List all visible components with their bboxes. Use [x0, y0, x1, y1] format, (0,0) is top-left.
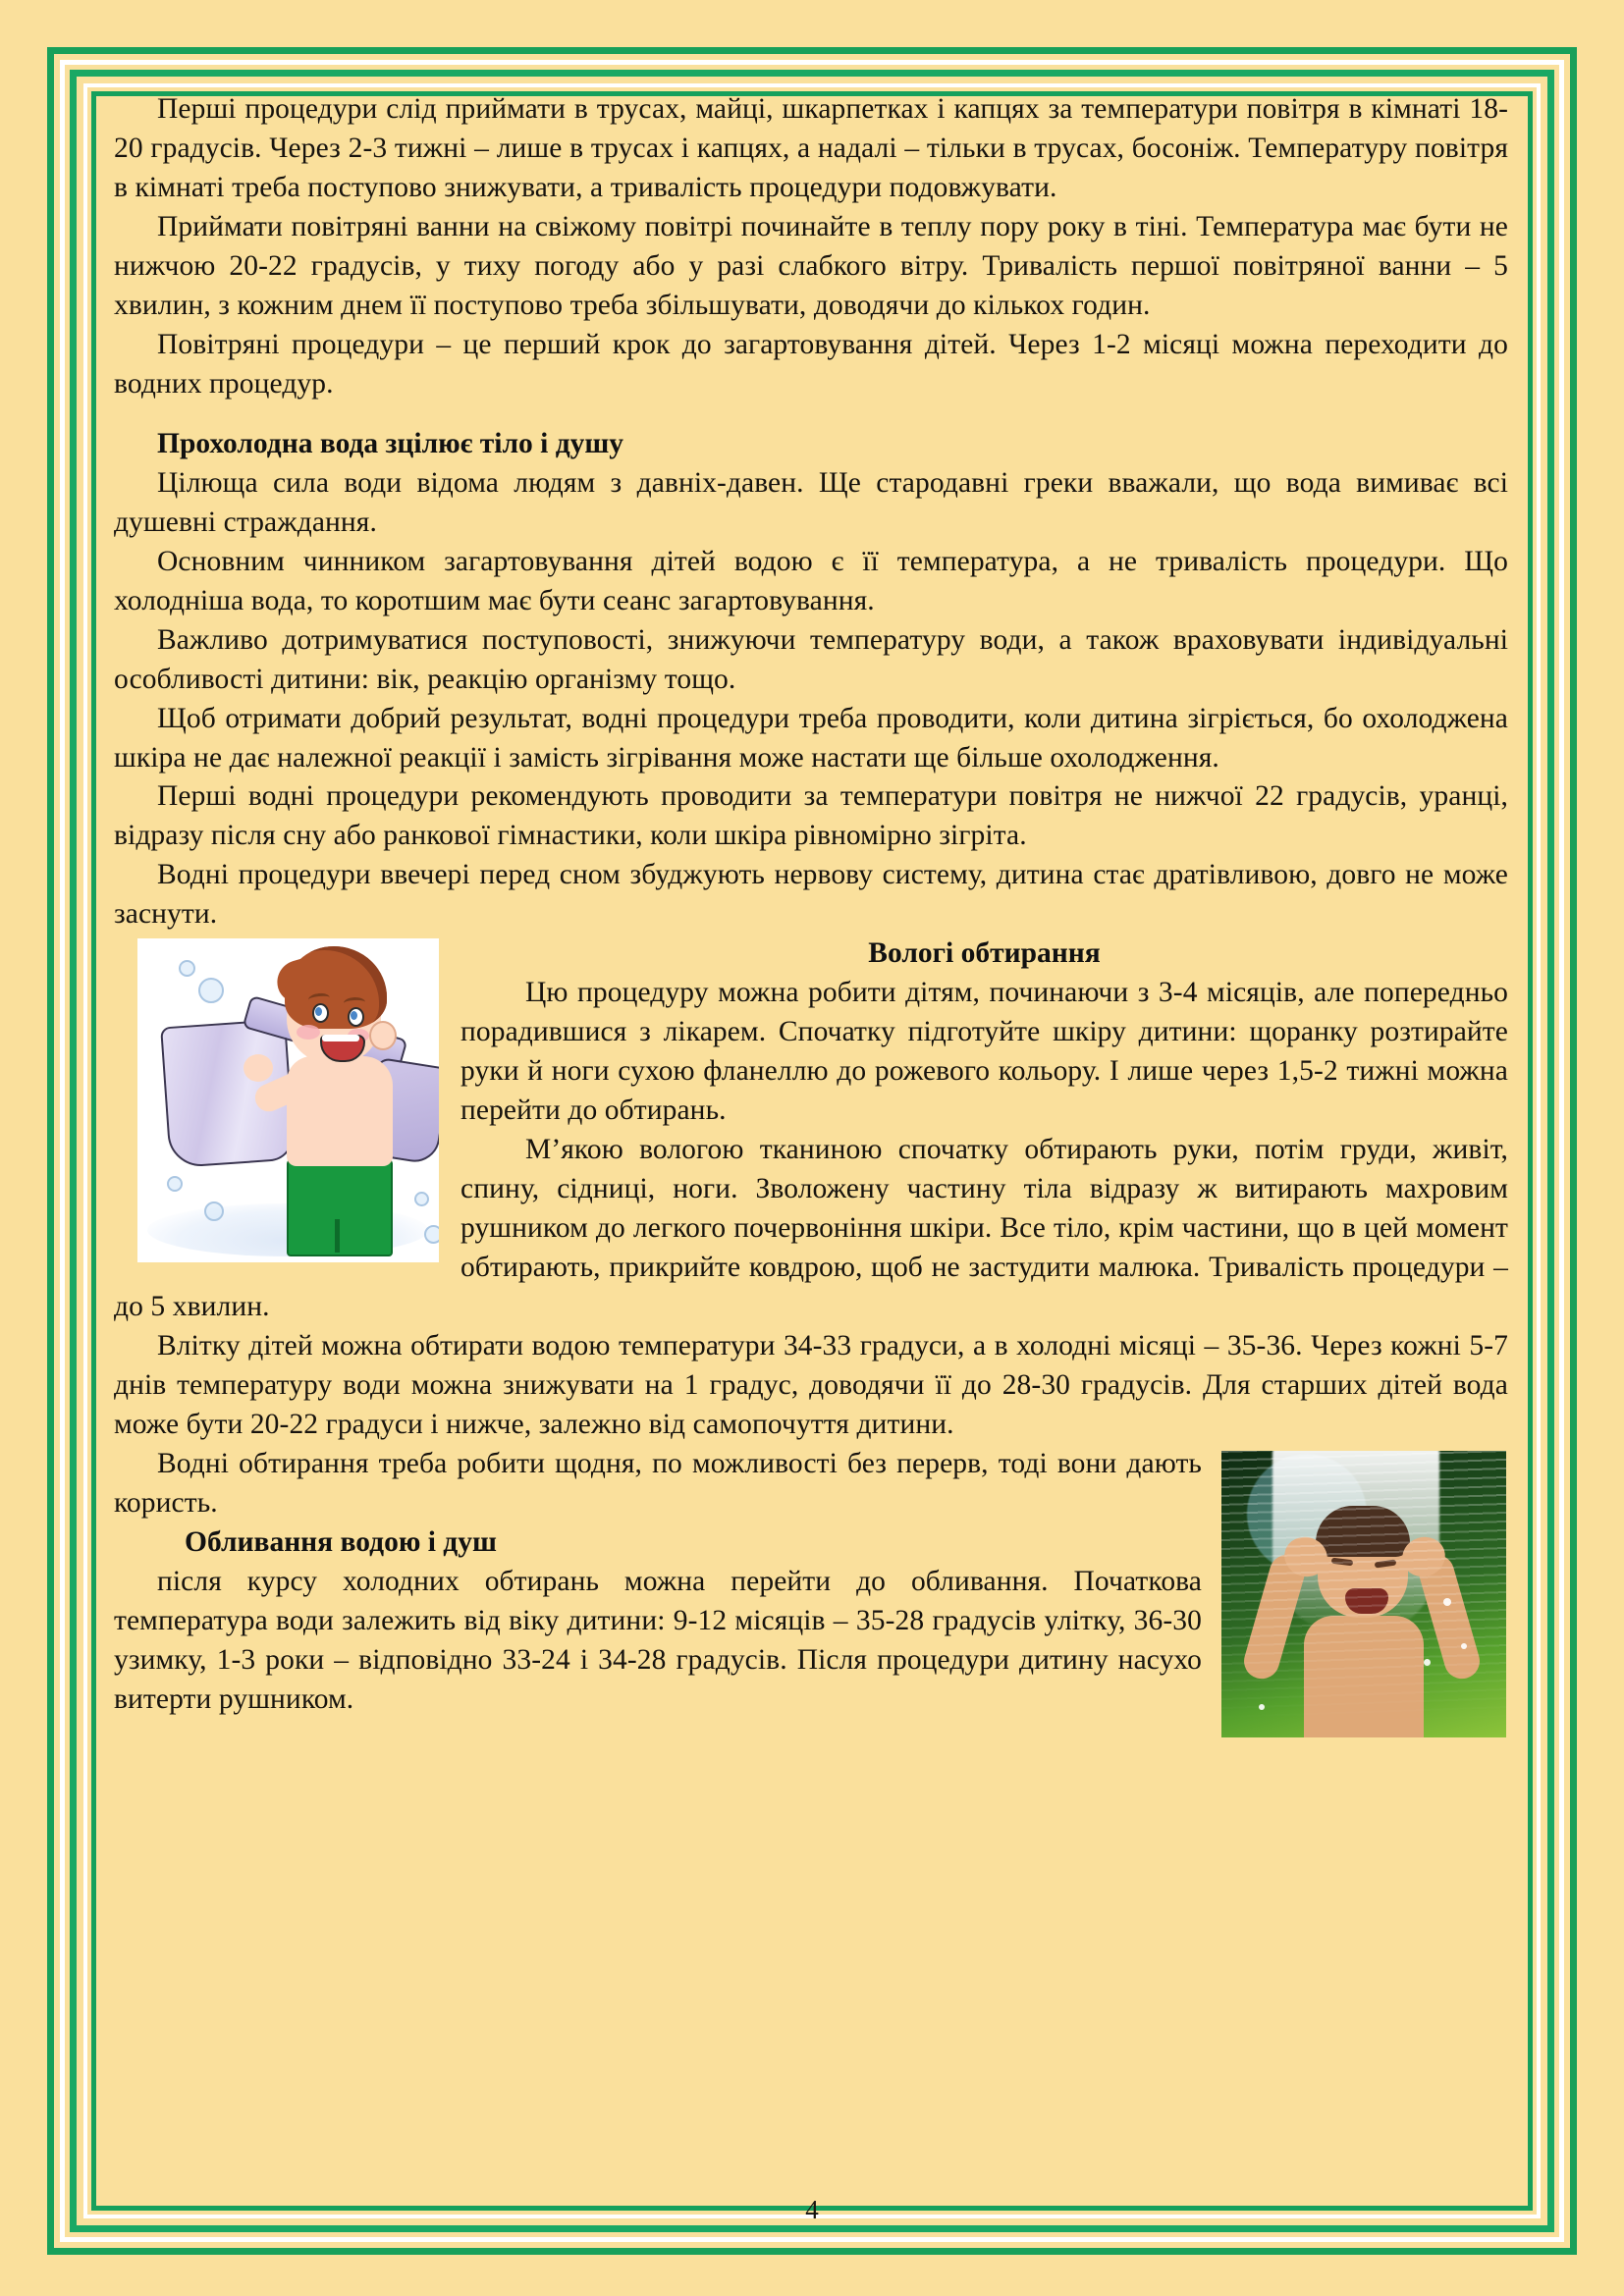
paragraph-13: Водні обтирання треба робити щодня, по можливості без перерв, тоді вони дають користь.	[114, 1447, 1202, 1519]
water-drop-shape	[1443, 1598, 1451, 1606]
water-drop-shape	[1461, 1643, 1467, 1649]
bubble-icon	[424, 1225, 439, 1244]
teeth-shape	[322, 1035, 359, 1041]
paragraph-3: Повітряні процедури – це перший крок до загартовування дітей. Через 1-2 місяці можна переходити до водних процедур.	[114, 328, 1508, 400]
paragraph-5: Основним чинником загартовування дітей водою є її температура, а не тривалість процедури. Що холодніша вода, то коротшим має бути сеанс загартовування.	[114, 545, 1508, 616]
paragraph-7: Щоб отримати добрий результат, водні процедури треба проводити, коли дитина зігріється, бо охолоджена шкіра не дає належної реакції і замість зігрівання може настати ще більше охолодження.	[114, 702, 1508, 774]
paragraph-11: М’якою вологою тканиною спочатку обтирають руки, потім груди, живіт, спину, сідниці, ноги. Зволожену частину тіла відразу ж витирають махровим рушником до легкого почервоніння шкіри. Все тіло, крім частини, що в цей момент обтирають, прикрийте ковдрою, щоб не застудити малюка. Тривалість процедури – до 5 хвилин.	[114, 1134, 1508, 1323]
paragraph-4: Цілюща сила води відома людям з давніх-давен. Ще стародавні греки вважали, що вода вимиває всі душевні страждання.	[114, 466, 1508, 538]
photo-boy-under-shower	[1221, 1451, 1506, 1737]
paragraph-2: Приймати повітряні ванни на свіжому повітрі починайте в теплу пору року в тіні. Температура має бути не нижчою 20-22 градусів, у тиху погоду або у разі слабкого вітру. Тривалість першої повітряної ванни – 5 хвилин, з кожним днем її поступово треба збільшувати, доводячи до кількох годин.	[114, 210, 1508, 321]
water-drop-shape	[1259, 1704, 1265, 1710]
illustration-boy-with-towel	[137, 938, 439, 1262]
water-spray-overlay	[1221, 1451, 1506, 1737]
paragraph-14: після курсу холодних обтирань можна перейти до обливання. Початкова температура води залежить від віку дитини: 9-12 місяців – 35-28 градусів улітку, 36-30 узимку, 1-3 роки – відповідно 33-24 і 34-28 градусів. Після процедури дитину насухо витерти рушником.	[114, 1565, 1202, 1715]
section-heading-cool-water: Прохолодна вода зцілює тіло і душу	[157, 427, 624, 459]
water-drop-shape	[1424, 1659, 1431, 1666]
paragraph-9: Водні процедури ввечері перед сном збуджують нервову систему, дитина стає дратівливою, довго не може заснути.	[114, 859, 1508, 931]
dousing-block	[114, 1445, 1508, 1743]
paragraph-10: Цю процедуру можна робити дітям, починаючи з 3-4 місяців, але попередньо порадившися з лікарем. Спочатку підготуйте шкіру дитини: щоранку розтирайте руки й ноги сухою фланеллю до рожевого кольору. І лише через 1,5-2 тижні можна перейти до обтирань.	[460, 977, 1508, 1127]
section-spacer-1	[114, 404, 1508, 425]
page-number: 4	[805, 2195, 819, 2224]
paragraph-1: Перші процедури слід приймати в трусах, майці, шкарпетках і капцях за температури повітря в кімнаті 18-20 градусів. Через 2-3 тижні – лише в трусах і капцях, а надалі – тільки в трусах, босоніж. Температуру повітря в кімнаті треба поступово знижувати, а тривалість процедури подовжувати.	[114, 93, 1508, 203]
paragraph-8: Перші водні процедури рекомендують проводити за температури повітря не нижчої 22 градусів, уранці, відразу після сну або ранкової гімнастики, коли шкіра рівномірно зігріта.	[114, 780, 1508, 852]
document-page	[106, 90, 1520, 2211]
paragraph-6: Важливо дотримуватися поступовості, знижуючи температуру води, а також враховувати індивідуальні особливості дитини: вік, реакцію організму тощо.	[114, 623, 1508, 695]
green-shorts-shape	[287, 1158, 393, 1256]
paragraph-12: Влітку дітей можна обтирати водою температури 34-33 градуси, а в холодні місяці – 35-36. Через кожні 5-7 днів температуру води можна знижувати на 1 градус, доводячи її до 28-30 градусів. Для старших дітей вода може бути 20-22 градуси і нижче, залежно від самопочуття дитини.	[114, 1330, 1508, 1440]
shorts-split-shape	[335, 1219, 340, 1253]
wet-rubdown-block	[114, 934, 1508, 1327]
section-heading-wet-rubdowns: Вологі обтирання	[868, 937, 1101, 970]
section-heading-dousing: Обливання водою і душ	[185, 1525, 497, 1558]
